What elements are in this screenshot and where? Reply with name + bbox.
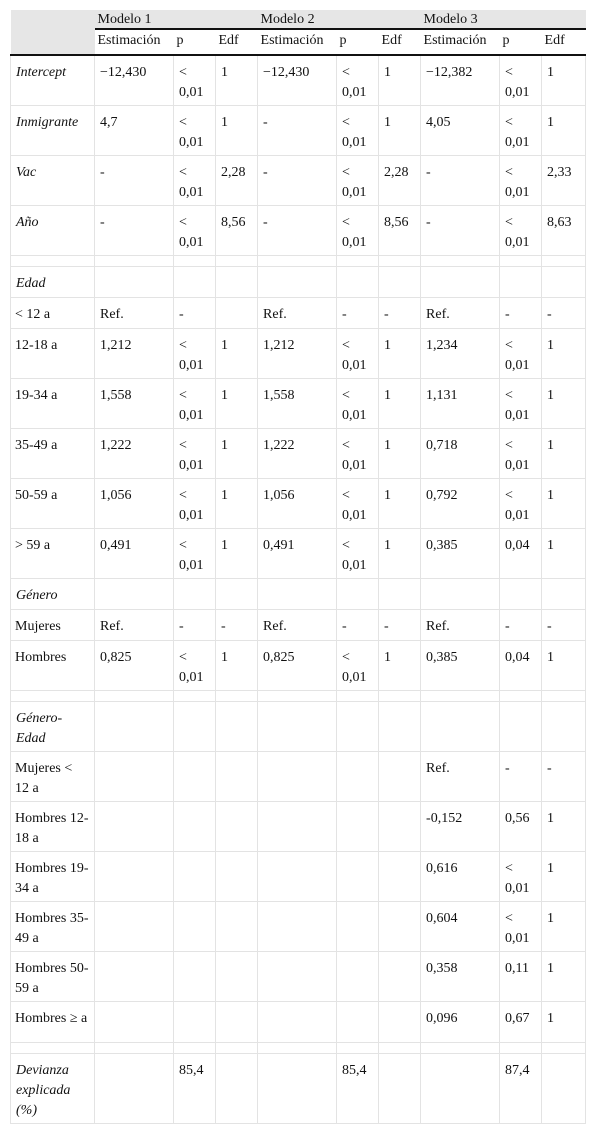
- table-body: [11, 55, 586, 1124]
- spacer-cell: [542, 256, 586, 267]
- header-group-row: [11, 10, 586, 29]
- table-cell: < 0,01: [337, 479, 379, 529]
- spacer-cell: [500, 1043, 542, 1054]
- table-cell: 0,096: [421, 1002, 500, 1043]
- row-label: Mujeres: [11, 610, 95, 641]
- row-label: Hombres 50-59 a: [11, 952, 95, 1002]
- table-cell: Ref.: [421, 752, 500, 802]
- row-label: Vac: [11, 156, 95, 206]
- table-cell: < 0,01: [500, 852, 542, 902]
- table-cell: 0,385: [421, 529, 500, 579]
- table-cell: < 0,01: [337, 379, 379, 429]
- table-cell: [337, 852, 379, 902]
- row-label: Hombres: [11, 641, 95, 691]
- table-cell: < 0,01: [174, 156, 216, 206]
- table-cell: [258, 902, 337, 952]
- table-cell: [95, 902, 174, 952]
- table-cell: 2,28: [379, 156, 421, 206]
- table-cell: −12,430: [258, 55, 337, 106]
- table-cell: < 0,01: [337, 329, 379, 379]
- spacer-cell: [95, 1043, 174, 1054]
- row-label: 12-18 a: [11, 329, 95, 379]
- table-cell: 1: [542, 106, 586, 156]
- table-cell: 0,04: [500, 529, 542, 579]
- empty-cell: [500, 702, 542, 752]
- table-cell: < 0,01: [500, 106, 542, 156]
- table-cell: 1: [379, 329, 421, 379]
- table-cell: -: [258, 156, 337, 206]
- spacer-cell: [421, 691, 500, 702]
- table-cell: -: [379, 610, 421, 641]
- table-cell: [174, 802, 216, 852]
- spacer-cell: [95, 256, 174, 267]
- table-cell: -0,152: [421, 802, 500, 852]
- table-row: [11, 852, 586, 902]
- table-cell: < 0,01: [500, 379, 542, 429]
- spacer-cell: [500, 691, 542, 702]
- table-cell: 0,825: [95, 641, 174, 691]
- section-header-row: [11, 267, 586, 298]
- table-cell: 8,63: [542, 206, 586, 256]
- table-cell: 1: [542, 802, 586, 852]
- table-cell: [95, 802, 174, 852]
- table-cell: [174, 1002, 216, 1043]
- table-cell: 0,792: [421, 479, 500, 529]
- table-row: [11, 802, 586, 852]
- table-cell: 1: [216, 379, 258, 429]
- table-cell: 1: [379, 429, 421, 479]
- table-cell: 1: [542, 529, 586, 579]
- table-cell: -: [421, 206, 500, 256]
- table-cell: Ref.: [258, 298, 337, 329]
- empty-cell: [174, 267, 216, 298]
- table-cell: 1: [379, 479, 421, 529]
- table-cell: 87,4: [500, 1054, 542, 1124]
- empty-cell: [421, 267, 500, 298]
- empty-cell: [421, 702, 500, 752]
- row-label: 35-49 a: [11, 429, 95, 479]
- table-cell: < 0,01: [337, 641, 379, 691]
- empty-cell: [216, 579, 258, 610]
- empty-cell: [95, 267, 174, 298]
- row-label: Inmigrante: [11, 106, 95, 156]
- table-cell: -: [216, 610, 258, 641]
- table-cell: -: [95, 206, 174, 256]
- table-cell: [379, 952, 421, 1002]
- column-header-p: p: [174, 29, 216, 55]
- table-cell: [379, 852, 421, 902]
- table-cell: [95, 1002, 174, 1043]
- table-cell: 1: [379, 529, 421, 579]
- table-row: [11, 752, 586, 802]
- spacer-cell: [421, 256, 500, 267]
- empty-cell: [216, 267, 258, 298]
- table-cell: -: [500, 610, 542, 641]
- table-cell: < 0,01: [500, 329, 542, 379]
- table-cell: [95, 952, 174, 1002]
- table-cell: 1: [542, 641, 586, 691]
- table-cell: [95, 1054, 174, 1124]
- table-cell: [337, 752, 379, 802]
- table-cell: 85,4: [174, 1054, 216, 1124]
- table-cell: < 0,01: [174, 429, 216, 479]
- table-cell: < 0,01: [337, 55, 379, 106]
- column-header-estimacion: Estimación: [95, 29, 174, 55]
- table-cell: 1: [216, 55, 258, 106]
- row-label: 19-34 a: [11, 379, 95, 429]
- spacer-cell: [542, 1043, 586, 1054]
- header-group-modelo-3: Modelo 3: [421, 10, 586, 29]
- table-cell: [216, 1002, 258, 1043]
- row-label: Devianza explicada (%): [11, 1054, 95, 1124]
- table-cell: [337, 902, 379, 952]
- header-corner-cell: [11, 29, 95, 55]
- table-cell: < 0,01: [500, 206, 542, 256]
- table-cell: -: [500, 298, 542, 329]
- row-label: Hombres 12-18 a: [11, 802, 95, 852]
- empty-cell: [337, 702, 379, 752]
- row-label: Año: [11, 206, 95, 256]
- table-row: [11, 902, 586, 952]
- table-cell: 0,56: [500, 802, 542, 852]
- table-cell: [379, 752, 421, 802]
- table-cell: [216, 1054, 258, 1124]
- table-cell: [258, 802, 337, 852]
- section-label: Edad: [11, 267, 95, 298]
- table-cell: 4,05: [421, 106, 500, 156]
- table-cell: 1: [542, 429, 586, 479]
- empty-cell: [258, 702, 337, 752]
- spacer-cell: [258, 691, 337, 702]
- empty-cell: [95, 579, 174, 610]
- table-row: [11, 479, 586, 529]
- table-cell: < 0,01: [500, 55, 542, 106]
- table-cell: [337, 802, 379, 852]
- header-subheader-row: [11, 29, 586, 55]
- spacer-cell: [337, 691, 379, 702]
- results-table-container: [10, 10, 595, 1124]
- table-cell: 0,385: [421, 641, 500, 691]
- table-cell: 1: [379, 379, 421, 429]
- empty-cell: [379, 579, 421, 610]
- table-cell: [174, 902, 216, 952]
- table-cell: 1: [542, 55, 586, 106]
- table-cell: < 0,01: [174, 106, 216, 156]
- table-cell: < 0,01: [337, 529, 379, 579]
- spacer-row: [11, 256, 586, 267]
- table-cell: 1: [216, 529, 258, 579]
- table-row: [11, 1002, 586, 1043]
- table-cell: [379, 1002, 421, 1043]
- table-cell: < 0,01: [500, 479, 542, 529]
- table-cell: Ref.: [95, 610, 174, 641]
- table-cell: 1: [216, 106, 258, 156]
- spacer-cell: [95, 691, 174, 702]
- spacer-cell: [216, 256, 258, 267]
- table-cell: Ref.: [421, 298, 500, 329]
- table-cell: 2,33: [542, 156, 586, 206]
- table-cell: 1: [542, 1002, 586, 1043]
- table-row: [11, 641, 586, 691]
- table-row: [11, 429, 586, 479]
- table-cell: [379, 802, 421, 852]
- table-cell: -: [95, 156, 174, 206]
- table-cell: 1: [216, 329, 258, 379]
- spacer-cell: [379, 256, 421, 267]
- empty-cell: [258, 579, 337, 610]
- table-cell: -: [500, 752, 542, 802]
- table-cell: [379, 902, 421, 952]
- spacer-cell: [379, 1043, 421, 1054]
- empty-cell: [216, 702, 258, 752]
- table-cell: 1,558: [95, 379, 174, 429]
- table-cell: -: [542, 298, 586, 329]
- table-cell: -: [542, 752, 586, 802]
- table-cell: < 0,01: [500, 902, 542, 952]
- table-cell: Ref.: [421, 610, 500, 641]
- row-label: Intercept: [11, 55, 95, 106]
- column-header-p: p: [337, 29, 379, 55]
- spacer-row: [11, 691, 586, 702]
- table-cell: -: [258, 206, 337, 256]
- row-label: Mujeres < 12 a: [11, 752, 95, 802]
- table-cell: < 0,01: [174, 529, 216, 579]
- table-cell: 1,056: [258, 479, 337, 529]
- table-row: [11, 55, 586, 106]
- table-cell: 1,222: [258, 429, 337, 479]
- table-cell: 0,825: [258, 641, 337, 691]
- table-cell: 1: [542, 479, 586, 529]
- empty-cell: [337, 267, 379, 298]
- table-cell: [542, 1054, 586, 1124]
- table-cell: < 0,01: [174, 329, 216, 379]
- header-group-modelo-1: Modelo 1: [95, 10, 258, 29]
- table-row: [11, 106, 586, 156]
- table-cell: 1: [542, 952, 586, 1002]
- spacer-cell: [174, 1043, 216, 1054]
- table-cell: 0,04: [500, 641, 542, 691]
- table-cell: 0,11: [500, 952, 542, 1002]
- spacer-cell: [11, 256, 95, 267]
- spacer-cell: [337, 1043, 379, 1054]
- table-cell: −12,382: [421, 55, 500, 106]
- table-cell: Ref.: [95, 298, 174, 329]
- table-cell: [421, 1054, 500, 1124]
- table-cell: [258, 1054, 337, 1124]
- table-cell: 1: [542, 379, 586, 429]
- section-label: Género: [11, 579, 95, 610]
- table-cell: 1: [216, 479, 258, 529]
- table-cell: < 0,01: [174, 379, 216, 429]
- table-row: [11, 529, 586, 579]
- table-cell: -: [174, 610, 216, 641]
- table-cell: 1: [379, 106, 421, 156]
- section-header-row: [11, 579, 586, 610]
- table-cell: -: [379, 298, 421, 329]
- table-cell: -: [542, 610, 586, 641]
- table-cell: < 0,01: [174, 55, 216, 106]
- section-header-row: [11, 702, 586, 752]
- table-cell: [216, 298, 258, 329]
- table-cell: [258, 952, 337, 1002]
- table-row: [11, 298, 586, 329]
- table-cell: [337, 952, 379, 1002]
- section-label: Género-Edad: [11, 702, 95, 752]
- row-label: < 12 a: [11, 298, 95, 329]
- row-label: > 59 a: [11, 529, 95, 579]
- column-header-edf: Edf: [542, 29, 586, 55]
- empty-cell: [500, 579, 542, 610]
- table-cell: 0,67: [500, 1002, 542, 1043]
- table-cell: 1,234: [421, 329, 500, 379]
- column-header-edf: Edf: [216, 29, 258, 55]
- row-label: 50-59 a: [11, 479, 95, 529]
- header-group-modelo-2: Modelo 2: [258, 10, 421, 29]
- table-cell: −12,430: [95, 55, 174, 106]
- table-row: [11, 952, 586, 1002]
- table-row: [11, 379, 586, 429]
- table-cell: [216, 852, 258, 902]
- table-cell: [95, 752, 174, 802]
- table-cell: [95, 852, 174, 902]
- table-cell: 1,212: [258, 329, 337, 379]
- table-cell: 1: [216, 641, 258, 691]
- spacer-cell: [11, 691, 95, 702]
- spacer-cell: [258, 256, 337, 267]
- table-cell: 0,718: [421, 429, 500, 479]
- table-cell: 1: [216, 429, 258, 479]
- spacer-cell: [379, 691, 421, 702]
- empty-cell: [379, 702, 421, 752]
- spacer-cell: [216, 1043, 258, 1054]
- table-cell: [216, 902, 258, 952]
- spacer-cell: [11, 1043, 95, 1054]
- table-cell: [174, 952, 216, 1002]
- table-row: [11, 1054, 586, 1124]
- table-cell: < 0,01: [337, 156, 379, 206]
- row-label: Hombres 35-49 a: [11, 902, 95, 952]
- table-cell: 0,491: [258, 529, 337, 579]
- table-cell: 1,558: [258, 379, 337, 429]
- column-header-estimacion: Estimación: [421, 29, 500, 55]
- table-cell: 1: [542, 329, 586, 379]
- table-cell: -: [421, 156, 500, 206]
- table-cell: -: [258, 106, 337, 156]
- table-cell: < 0,01: [500, 156, 542, 206]
- spacer-cell: [421, 1043, 500, 1054]
- table-cell: [216, 752, 258, 802]
- table-cell: 1,222: [95, 429, 174, 479]
- table-cell: [216, 802, 258, 852]
- header-corner-cell: [11, 10, 95, 29]
- table-cell: 0,616: [421, 852, 500, 902]
- table-cell: < 0,01: [337, 106, 379, 156]
- table-cell: 1,131: [421, 379, 500, 429]
- table-cell: 4,7: [95, 106, 174, 156]
- empty-cell: [421, 579, 500, 610]
- table-cell: 1,056: [95, 479, 174, 529]
- table-cell: < 0,01: [500, 429, 542, 479]
- table-cell: [174, 752, 216, 802]
- table-cell: [216, 952, 258, 1002]
- spacer-cell: [542, 691, 586, 702]
- table-cell: [337, 1002, 379, 1043]
- table-cell: -: [174, 298, 216, 329]
- row-label: Hombres 19-34 a: [11, 852, 95, 902]
- spacer-cell: [258, 1043, 337, 1054]
- table-row: [11, 610, 586, 641]
- spacer-cell: [500, 256, 542, 267]
- table-row: [11, 206, 586, 256]
- results-table: [10, 10, 586, 1124]
- table-cell: [258, 752, 337, 802]
- empty-cell: [542, 702, 586, 752]
- table-cell: [174, 852, 216, 902]
- empty-cell: [337, 579, 379, 610]
- table-cell: < 0,01: [337, 206, 379, 256]
- table-cell: 8,56: [379, 206, 421, 256]
- empty-cell: [174, 702, 216, 752]
- empty-cell: [379, 267, 421, 298]
- spacer-row: [11, 1043, 586, 1054]
- empty-cell: [174, 579, 216, 610]
- table-cell: [258, 1002, 337, 1043]
- table-cell: -: [337, 298, 379, 329]
- table-cell: 1,212: [95, 329, 174, 379]
- table-cell: 2,28: [216, 156, 258, 206]
- spacer-cell: [216, 691, 258, 702]
- table-cell: 1: [542, 902, 586, 952]
- row-label: Hombres ≥ a: [11, 1002, 95, 1043]
- table-cell: 0,491: [95, 529, 174, 579]
- table-cell: 85,4: [337, 1054, 379, 1124]
- column-header-estimacion: Estimación: [258, 29, 337, 55]
- empty-cell: [542, 267, 586, 298]
- table-header: [11, 10, 586, 55]
- table-cell: < 0,01: [174, 479, 216, 529]
- empty-cell: [500, 267, 542, 298]
- table-cell: 1: [379, 641, 421, 691]
- empty-cell: [258, 267, 337, 298]
- table-row: [11, 156, 586, 206]
- table-cell: 0,358: [421, 952, 500, 1002]
- table-cell: 1: [542, 852, 586, 902]
- table-cell: < 0,01: [174, 641, 216, 691]
- empty-cell: [542, 579, 586, 610]
- column-header-edf: Edf: [379, 29, 421, 55]
- table-row: [11, 329, 586, 379]
- table-cell: [379, 1054, 421, 1124]
- table-cell: 0,604: [421, 902, 500, 952]
- table-cell: 8,56: [216, 206, 258, 256]
- spacer-cell: [174, 691, 216, 702]
- empty-cell: [95, 702, 174, 752]
- table-cell: < 0,01: [174, 206, 216, 256]
- column-header-p: p: [500, 29, 542, 55]
- spacer-cell: [337, 256, 379, 267]
- table-cell: [258, 852, 337, 902]
- table-cell: Ref.: [258, 610, 337, 641]
- table-cell: 1: [379, 55, 421, 106]
- spacer-cell: [174, 256, 216, 267]
- table-cell: < 0,01: [337, 429, 379, 479]
- table-cell: -: [337, 610, 379, 641]
